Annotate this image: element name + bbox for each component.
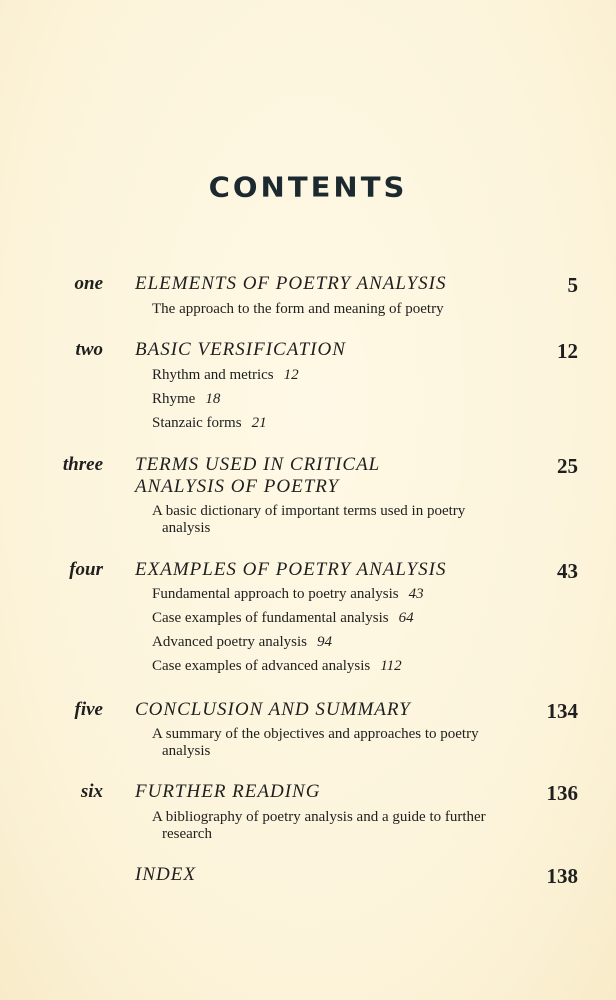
subsection-label: Rhythm and metrics xyxy=(152,367,274,383)
subsection-page: 43 xyxy=(408,586,424,602)
subsection[interactable] xyxy=(152,367,299,384)
subsection[interactable] xyxy=(152,610,414,627)
subsection-page: 94 xyxy=(316,634,332,650)
subsection[interactable] xyxy=(152,658,402,675)
index-page: 138 xyxy=(546,864,578,888)
chapter-page: 136 xyxy=(546,781,578,805)
subsection-page: 112 xyxy=(380,658,402,674)
subsection-label: Case examples of advanced analysis xyxy=(152,658,371,674)
chapter-heading[interactable]: EXAMPLES OF POETRY ANALYSIS xyxy=(135,559,447,580)
subsection-page: 21 xyxy=(251,415,267,431)
chapter-description: A bibliography of poetry analysis and a guide to further research xyxy=(152,809,486,842)
subsection[interactable] xyxy=(152,391,220,408)
page-title: CONTENTS xyxy=(208,170,408,204)
subsection-label: Stanzaic forms xyxy=(152,415,242,431)
subsection-label: Rhyme xyxy=(152,391,196,407)
chapter-page: 43 xyxy=(557,559,578,583)
chapter-page: 134 xyxy=(546,699,578,723)
subsection-label: Fundamental approach to poetry analysis xyxy=(152,586,399,602)
subsection-page: 64 xyxy=(398,610,414,626)
subsection[interactable] xyxy=(152,415,267,432)
chapter-description: The approach to the form and meaning of poetry xyxy=(152,301,444,317)
index-heading[interactable]: INDEX xyxy=(135,864,196,885)
chapter-number: two xyxy=(75,339,103,360)
chapter-description: A summary of the objectives and approaches to poetry analysis xyxy=(152,726,479,759)
subsection[interactable] xyxy=(152,586,424,603)
chapter-heading[interactable]: TERMS USED IN CRITICAL ANALYSIS OF POETRY xyxy=(135,454,380,497)
chapter-description: A basic dictionary of important terms used in poetry analysis xyxy=(152,503,466,536)
subsection-label: Advanced poetry analysis xyxy=(152,634,307,650)
chapter-page: 12 xyxy=(557,339,578,363)
subsection-label: Case examples of fundamental analysis xyxy=(152,610,389,626)
chapter-number: five xyxy=(74,699,103,720)
chapter-number: three xyxy=(62,454,103,475)
subsection-page: 18 xyxy=(205,391,221,407)
chapter-number: six xyxy=(80,781,103,802)
chapter-number: four xyxy=(69,559,103,580)
chapter-heading[interactable]: BASIC VERSIFICATION xyxy=(135,339,346,360)
chapter-page: 25 xyxy=(557,454,578,478)
subsection[interactable] xyxy=(152,634,332,651)
subsection-page: 12 xyxy=(283,367,299,383)
chapter-heading[interactable]: FURTHER READING xyxy=(135,781,321,802)
chapter-number: one xyxy=(74,273,103,294)
chapter-heading[interactable]: ELEMENTS OF POETRY ANALYSIS xyxy=(135,273,447,294)
chapter-heading[interactable]: CONCLUSION AND SUMMARY xyxy=(135,699,411,720)
chapter-page: 5 xyxy=(567,273,578,297)
